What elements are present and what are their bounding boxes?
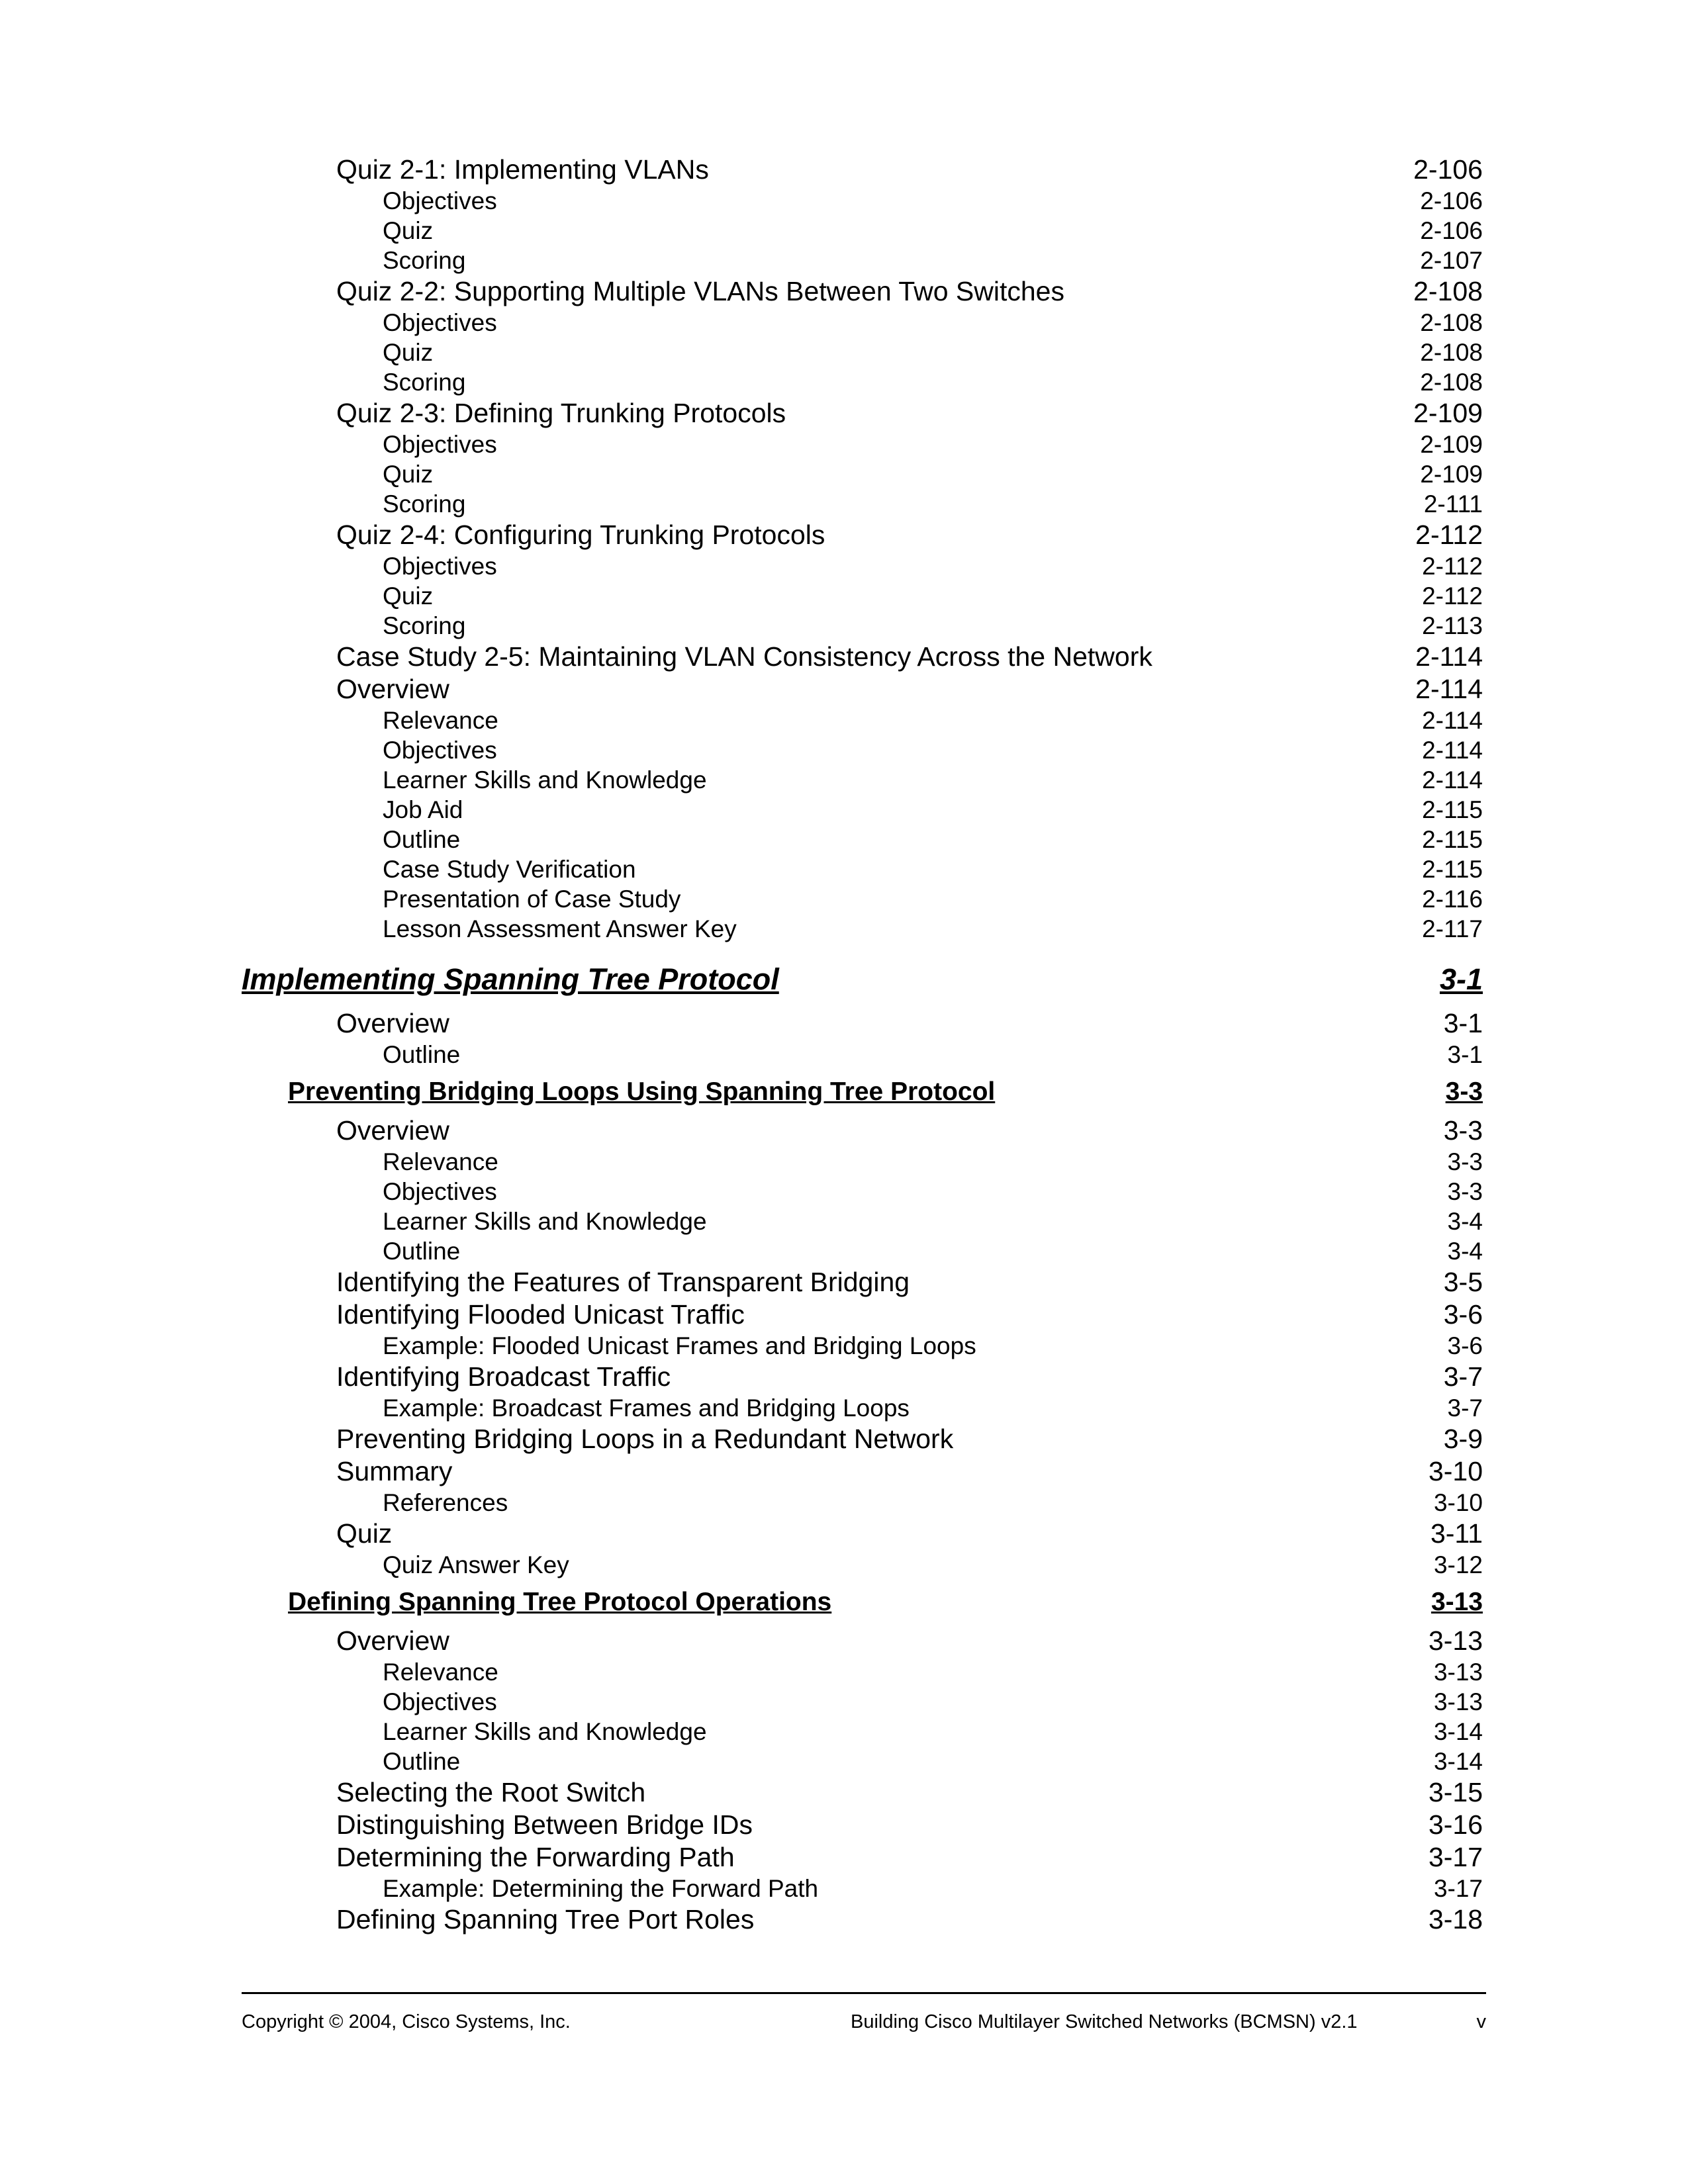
toc-entry-page: 2-107: [1420, 247, 1483, 274]
toc-entry-title: Outline: [383, 1748, 461, 1775]
toc-entry-title: Job Aid: [383, 796, 463, 823]
toc-entry-page: 3-16: [1428, 1809, 1483, 1840]
toc-entry-page: 3-10: [1428, 1456, 1483, 1486]
toc-entry-title: Scoring: [383, 369, 466, 396]
toc-entry-title: Selecting the Root Switch: [336, 1777, 646, 1807]
toc-entry-page: 3-9: [1443, 1424, 1483, 1454]
toc-entry-l2[interactable]: [242, 1809, 1483, 1841]
toc-entry-l2[interactable]: [242, 1903, 1483, 1936]
toc-entry-title: Lesson Assessment Answer Key: [383, 915, 737, 942]
toc-entry-l3[interactable]: [242, 186, 1483, 216]
toc-entry-title: Quiz 2-3: Defining Trunking Protocols: [336, 398, 786, 428]
toc-entry-title: Objectives: [383, 1688, 497, 1715]
toc-entry-l3[interactable]: [242, 1331, 1483, 1361]
footer-course-title: Building Cisco Multilayer Switched Networks (BCMSN) v2.1: [851, 2011, 1358, 2032]
toc-entry-page: 2-112: [1415, 520, 1483, 550]
toc-entry-l2[interactable]: [242, 1423, 1483, 1455]
toc-entry-title: Objectives: [383, 187, 497, 214]
toc-entry-title: Overview: [336, 1115, 449, 1146]
toc-entry-page: 3-3: [1447, 1178, 1483, 1205]
toc-entry-title: Learner Skills and Knowledge: [383, 766, 707, 794]
toc-entry-title: Overview: [336, 674, 449, 704]
toc-entry-title: Relevance: [383, 707, 498, 734]
toc-entry-title: Summary: [336, 1456, 453, 1486]
toc-entry-page: 3-17: [1428, 1842, 1483, 1872]
toc-entry-l3[interactable]: [242, 1206, 1483, 1236]
toc-entry-page: 3-14: [1433, 1748, 1483, 1775]
toc-entry-page: 3-18: [1428, 1904, 1483, 1934]
toc-entry-l3[interactable]: [242, 1657, 1483, 1687]
toc-entry-lesson[interactable]: [242, 1076, 1483, 1108]
toc-entry-title: Example: Determining the Forward Path: [383, 1875, 819, 1902]
toc-entry-title: Relevance: [383, 1148, 498, 1175]
toc-entry-page: 2-117: [1422, 915, 1483, 942]
toc-entry-title: Quiz Answer Key: [383, 1551, 569, 1578]
toc-entry-l3[interactable]: [242, 430, 1483, 459]
toc-entry-l3[interactable]: [242, 459, 1483, 489]
toc-entry-page: 2-108: [1420, 309, 1483, 336]
toc-entry-l3[interactable]: [242, 246, 1483, 275]
toc-entry-page: 3-1: [1443, 1008, 1483, 1038]
toc-entry-l3[interactable]: [242, 216, 1483, 246]
toc-entry-title: Example: Broadcast Frames and Bridging Loops: [383, 1394, 910, 1422]
footer-copyright: Copyright © 2004, Cisco Systems, Inc.: [242, 2011, 571, 2032]
toc-entry-page: 3-7: [1447, 1394, 1483, 1422]
toc-entry-l3[interactable]: [242, 367, 1483, 397]
toc-entry-l3[interactable]: [242, 1687, 1483, 1717]
toc-entry-l3[interactable]: [242, 854, 1483, 884]
toc-entry-page: 3-3: [1443, 1115, 1483, 1146]
toc-entry-page: 3-3: [1445, 1077, 1483, 1106]
toc-entry-page: 2-106: [1413, 154, 1483, 185]
toc-entry-title: Outline: [383, 1238, 461, 1265]
toc-entry-page: 2-108: [1420, 339, 1483, 366]
toc-entry-l3[interactable]: [242, 1040, 1483, 1069]
toc-entry-page: 3-13: [1428, 1625, 1483, 1656]
toc-entry-page: 3-11: [1430, 1518, 1483, 1549]
toc-entry-page: 3-5: [1443, 1267, 1483, 1297]
toc-entry-title: Scoring: [383, 490, 466, 518]
toc-entry-title: Quiz 2-1: Implementing VLANs: [336, 154, 709, 185]
toc-entry-title: Quiz: [336, 1518, 393, 1549]
toc-entry-title: Preventing Bridging Loops in a Redundant Network: [336, 1424, 954, 1454]
toc-entry-title: Determining the Forwarding Path: [336, 1842, 735, 1872]
toc-entry-page: 3-13: [1430, 1588, 1483, 1616]
toc-entry-title: Overview: [336, 1625, 449, 1656]
toc-entry-page: 3-6: [1443, 1299, 1483, 1330]
toc-entry-page: 2-109: [1420, 431, 1483, 458]
toc-entry-l2[interactable]: [242, 1361, 1483, 1393]
toc-entry-title: Defining Spanning Tree Port Roles: [336, 1904, 755, 1934]
toc-entry-l2[interactable]: [242, 1007, 1483, 1040]
toc-entry-l2[interactable]: [242, 275, 1483, 308]
toc-entry-l2[interactable]: [242, 1841, 1483, 1874]
toc-entry-l2[interactable]: [242, 1115, 1483, 1147]
toc-entry-l2[interactable]: [242, 1298, 1483, 1331]
table-of-contents: [242, 154, 1483, 1936]
toc-entry-page: 3-12: [1433, 1551, 1483, 1578]
toc-entry-page: 2-115: [1422, 796, 1483, 823]
toc-entry-l3[interactable]: [242, 705, 1483, 735]
toc-entry-page: 2-113: [1422, 612, 1483, 639]
toc-entry-l3[interactable]: [242, 1236, 1483, 1266]
toc-entry-title: Objectives: [383, 1178, 497, 1205]
toc-entry-page: 3-15: [1428, 1777, 1483, 1807]
toc-entry-chapter[interactable]: [242, 961, 1483, 998]
toc-entry-page: 2-112: [1422, 553, 1483, 580]
toc-entry-l3[interactable]: [242, 765, 1483, 795]
toc-entry-title: Objectives: [383, 431, 497, 458]
toc-entry-l3[interactable]: [242, 489, 1483, 519]
toc-entry-page: 2-114: [1415, 674, 1483, 704]
toc-entry-l3[interactable]: [242, 338, 1483, 367]
toc-entry-title: Scoring: [383, 612, 466, 639]
toc-entry-page: 3-13: [1433, 1659, 1483, 1686]
toc-entry-title: Case Study Verification: [383, 856, 636, 883]
toc-entry-l3[interactable]: [242, 795, 1483, 825]
toc-entry-l3[interactable]: [242, 1747, 1483, 1776]
toc-entry-page: 3-14: [1433, 1718, 1483, 1745]
toc-entry-page: 3-1: [1447, 1041, 1483, 1068]
toc-entry-title: Outline: [383, 826, 461, 853]
toc-entry-page: 2-109: [1413, 398, 1483, 428]
toc-entry-page: 2-115: [1422, 826, 1483, 853]
toc-entry-page: 2-111: [1423, 490, 1483, 518]
toc-entry-l2[interactable]: [242, 673, 1483, 705]
toc-entry-page: 2-114: [1422, 737, 1483, 764]
toc-entry-title: Defining Spanning Tree Protocol Operations: [288, 1588, 832, 1616]
toc-entry-title: Overview: [336, 1008, 449, 1038]
toc-entry-l3[interactable]: [242, 581, 1483, 611]
toc-entry-page: 2-108: [1413, 276, 1483, 306]
toc-entry-l3[interactable]: [242, 611, 1483, 641]
toc-entry-page: 3-4: [1447, 1208, 1483, 1235]
toc-entry-title: Objectives: [383, 737, 497, 764]
toc-entry-title: Learner Skills and Knowledge: [383, 1718, 707, 1745]
toc-entry-l2[interactable]: [242, 519, 1483, 551]
toc-entry-title: Distinguishing Between Bridge IDs: [336, 1809, 753, 1840]
toc-entry-l3[interactable]: [242, 308, 1483, 338]
toc-entry-page: 3-4: [1447, 1238, 1483, 1265]
toc-entry-page: 2-106: [1420, 187, 1483, 214]
toc-entry-title: Identifying the Features of Transparent Bridging: [336, 1267, 910, 1297]
toc-entry-l3[interactable]: [242, 884, 1483, 914]
toc-entry-title: Quiz: [383, 339, 434, 366]
toc-entry-l3[interactable]: [242, 551, 1483, 581]
toc-entry-l3[interactable]: [242, 1717, 1483, 1747]
toc-entry-title: Scoring: [383, 247, 466, 274]
footer-divider: [242, 1992, 1486, 1994]
toc-entry-title: Quiz 2-2: Supporting Multiple VLANs Between Two Switches: [336, 276, 1064, 306]
toc-entry-l3[interactable]: [242, 825, 1483, 854]
toc-entry-l2[interactable]: [242, 641, 1483, 673]
toc-entry-page: 3-17: [1433, 1875, 1483, 1902]
toc-entry-title: Case Study 2-5: Maintaining VLAN Consistency Across the Network: [336, 641, 1152, 672]
toc-entry-page: 3-13: [1433, 1688, 1483, 1715]
toc-entry-title: Learner Skills and Knowledge: [383, 1208, 707, 1235]
toc-entry-l2[interactable]: [242, 397, 1483, 430]
toc-entry-l3[interactable]: [242, 1488, 1483, 1518]
toc-entry-page: 2-114: [1422, 766, 1483, 794]
toc-entry-page: 2-116: [1422, 886, 1483, 913]
toc-entry-page: 3-7: [1443, 1361, 1483, 1392]
toc-entry-l2[interactable]: [242, 1266, 1483, 1298]
toc-entry-title: Quiz 2-4: Configuring Trunking Protocols: [336, 520, 825, 550]
toc-entry-page: 3-10: [1433, 1489, 1483, 1516]
toc-entry-page: 2-106: [1420, 217, 1483, 244]
toc-entry-lesson[interactable]: [242, 1586, 1483, 1618]
toc-entry-l3[interactable]: [242, 1393, 1483, 1423]
toc-entry-title: References: [383, 1489, 508, 1516]
toc-entry-l2[interactable]: [242, 1518, 1483, 1550]
toc-entry-l2[interactable]: [242, 1455, 1483, 1488]
toc-entry-page: 3-6: [1447, 1332, 1483, 1359]
toc-entry-title: Preventing Bridging Loops Using Spanning Tree Protocol: [288, 1077, 996, 1106]
toc-entry-page: 3-1: [1439, 962, 1483, 996]
toc-entry-title: Objectives: [383, 553, 497, 580]
toc-entry-title: Relevance: [383, 1659, 498, 1686]
toc-entry-page: 2-114: [1422, 707, 1483, 734]
toc-entry-title: Presentation of Case Study: [383, 886, 681, 913]
toc-entry-title: Identifying Flooded Unicast Traffic: [336, 1299, 745, 1330]
toc-entry-title: Identifying Broadcast Traffic: [336, 1361, 671, 1392]
toc-entry-title: Outline: [383, 1041, 461, 1068]
toc-entry-page: 2-112: [1422, 582, 1483, 610]
toc-entry-l2[interactable]: [242, 1776, 1483, 1809]
toc-entry-title: Quiz: [383, 582, 434, 610]
toc-entry-l2[interactable]: [242, 1625, 1483, 1657]
toc-entry-page: 2-109: [1420, 461, 1483, 488]
toc-entry-title: Objectives: [383, 309, 497, 336]
toc-entry-page: 2-114: [1415, 641, 1483, 672]
toc-entry-page: 2-108: [1420, 369, 1483, 396]
toc-entry-l3[interactable]: [242, 1147, 1483, 1177]
footer-page-number: v: [1476, 2011, 1486, 2032]
toc-entry-l2[interactable]: [242, 154, 1483, 186]
toc-entry-title: Implementing Spanning Tree Protocol: [242, 962, 779, 996]
toc-entry-page: 3-3: [1447, 1148, 1483, 1175]
toc-entry-l3[interactable]: [242, 914, 1483, 944]
toc-entry-page: 2-115: [1422, 856, 1483, 883]
toc-entry-l3[interactable]: [242, 1177, 1483, 1206]
toc-entry-l3[interactable]: [242, 1550, 1483, 1580]
toc-entry-l3[interactable]: [242, 1874, 1483, 1903]
toc-entry-l3[interactable]: [242, 735, 1483, 765]
toc-entry-title: Quiz: [383, 217, 434, 244]
toc-entry-title: Example: Flooded Unicast Frames and Bridging Loops: [383, 1332, 976, 1359]
toc-entry-title: Quiz: [383, 461, 434, 488]
